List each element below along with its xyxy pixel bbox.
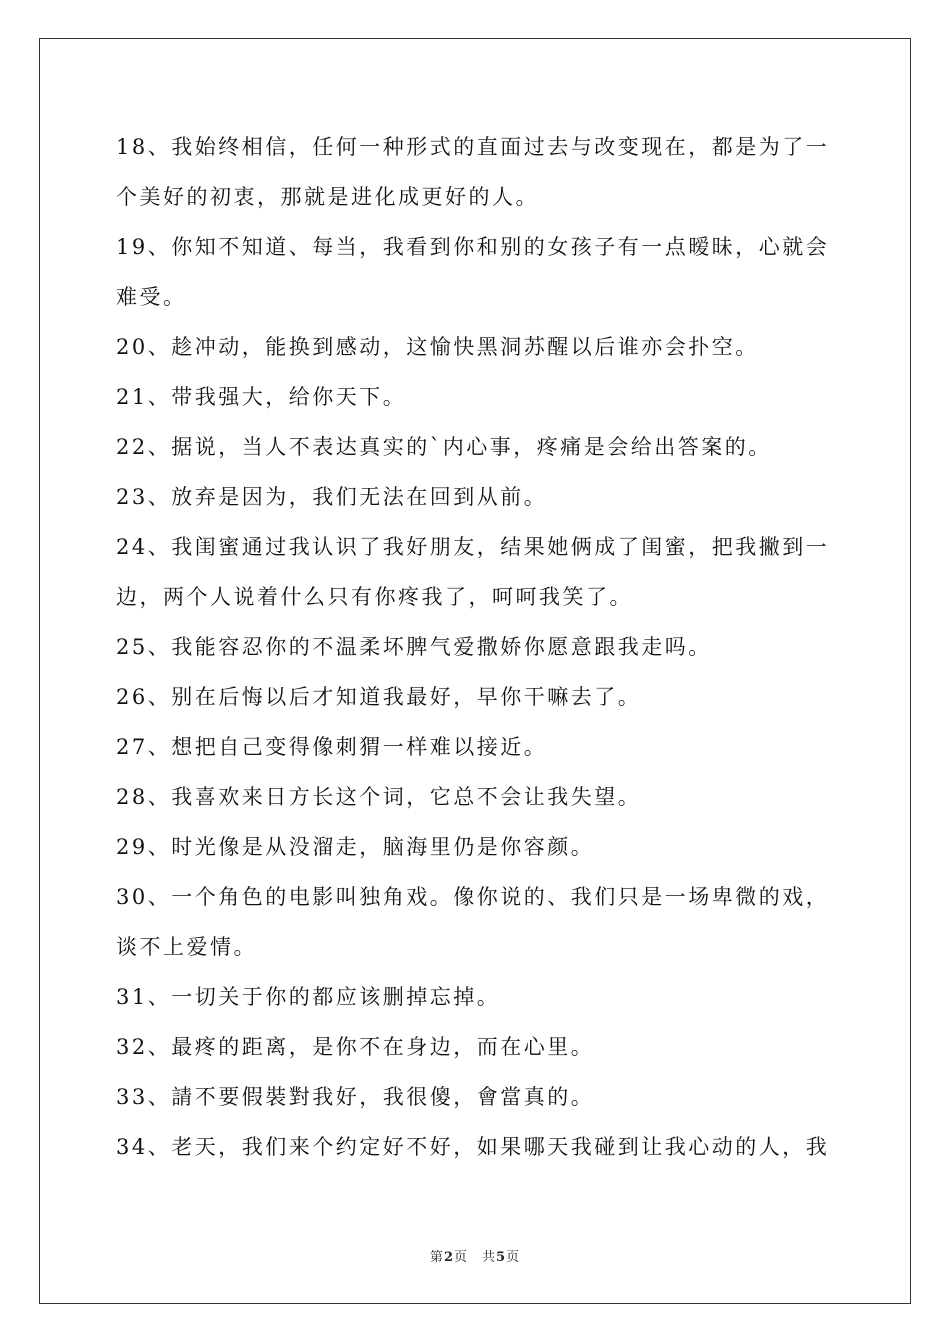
text-line: 25、我能容忍你的不温柔坏脾气爱撒娇你愿意跟我走吗。 <box>116 635 712 659</box>
text-line: 边，两个人说着什么只有你疼我了，呵呵我笑了。 <box>116 585 633 609</box>
document-body <box>116 122 836 1172</box>
text-line: 34、老天，我们来个约定好不好，如果哪天我碰到让我心动的人，我 <box>116 1135 830 1159</box>
text-line: 21、带我强大，给你天下。 <box>116 385 407 409</box>
text-line: 28、我喜欢来日方长这个词，它总不会让我失望。 <box>116 785 642 809</box>
total-suffix: 页 <box>506 1250 521 1265</box>
text-line: 个美好的初衷，那就是进化成更好的人。 <box>116 185 539 209</box>
text-line: 20、趁冲动，能换到感动，这愉快黑洞苏醒以后谁亦会扑空。 <box>116 335 759 359</box>
text-line: 18、我始终相信，任何一种形式的直面过去与改变现在，都是为了一 <box>116 135 830 159</box>
text-line: 29、时光像是从没溜走，脑海里仍是你容颜。 <box>116 835 595 859</box>
text-line: 23、放弃是因为，我们无法在回到从前。 <box>116 485 548 509</box>
page-suffix: 页 <box>453 1250 468 1265</box>
current-page-number: 2 <box>443 1250 454 1265</box>
text-line: 24、我闺蜜通过我认识了我好朋友，结果她俩成了闺蜜，把我撇到一 <box>116 535 830 559</box>
total-prefix: 共 <box>482 1250 497 1265</box>
text-line: 32、最疼的距离，是你不在身边，而在心里。 <box>116 1035 595 1059</box>
page-prefix: 第 <box>429 1250 444 1265</box>
text-line: 31、一切关于你的都应该删掉忘掉。 <box>116 985 501 1009</box>
text-line: 19、你知不知道、每当，我看到你和别的女孩子有一点暧昧，心就会 <box>116 235 830 259</box>
page-footer <box>0 1246 950 1265</box>
text-line: 谈不上爱情。 <box>116 935 257 959</box>
text-line: 30、一个角色的电影叫独角戏。像你说的、我们只是一场卑微的戏， <box>116 885 830 909</box>
text-line: 33、請不要假裝對我好，我很傻，會當真的。 <box>116 1085 595 1109</box>
total-page-number: 5 <box>496 1250 507 1265</box>
text-line: 22、据说，当人不表达真实的`内心事，疼痛是会给出答案的。 <box>116 435 772 459</box>
text-line: 难受。 <box>116 285 187 309</box>
text-line: 27、想把自己变得像刺猬一样难以接近。 <box>116 735 548 759</box>
text-line: 26、别在后悔以后才知道我最好，早你干嘛去了。 <box>116 685 642 709</box>
